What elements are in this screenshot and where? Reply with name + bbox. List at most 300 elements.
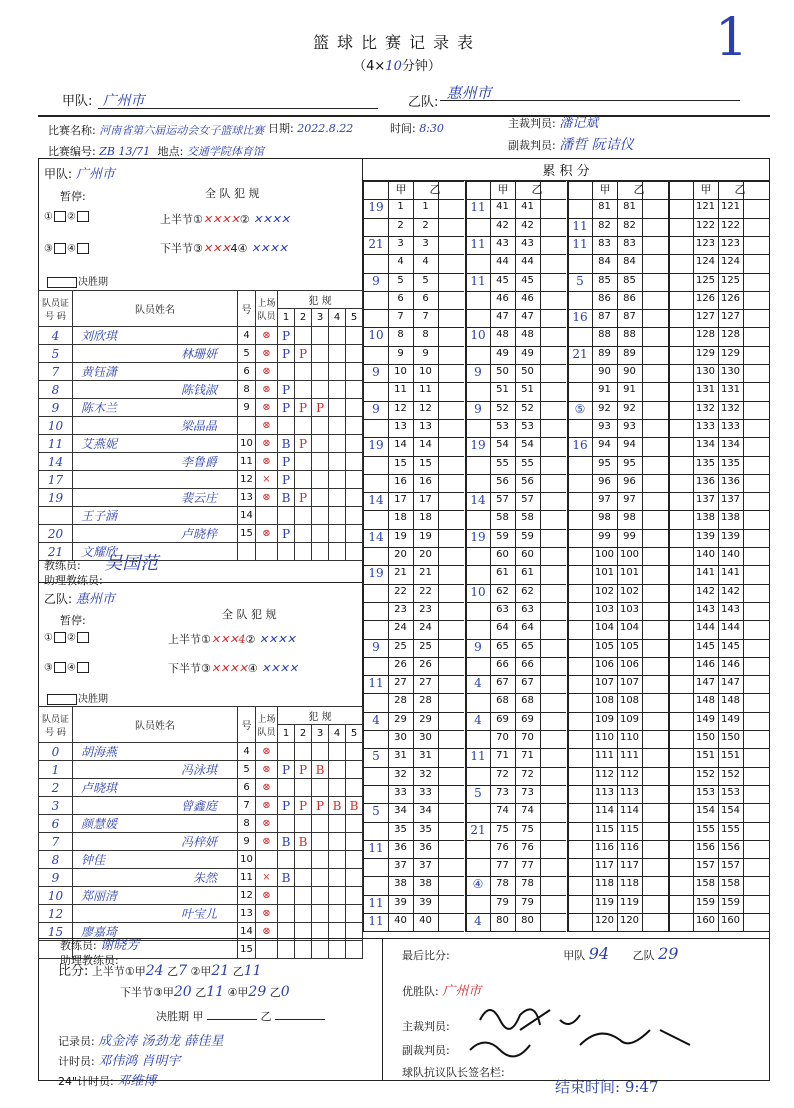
player-number: 12 [238,887,256,905]
score-number: 157 [720,860,741,872]
score-number: 64 [521,622,534,634]
player-foul-2 [295,417,312,435]
score-number: 117 [594,860,615,872]
player-number [238,417,256,435]
player-foul-2 [295,525,312,543]
score-number: 49 [521,347,534,359]
score-number: 42 [521,219,534,231]
player-foul-4 [329,399,346,417]
player-number: 12 [238,471,256,489]
score-number: 154 [695,805,716,817]
score-number: 36 [419,841,432,853]
score-number: 147 [695,677,716,689]
score-number: 133 [695,420,716,432]
score-number: 151 [720,750,741,762]
score-number: 56 [496,475,509,487]
score-number: 50 [496,366,509,377]
player-starter: ⊗ [256,887,278,905]
score-number: 128 [720,329,741,341]
player-foul-5 [346,905,363,923]
scorer-number: 9 [474,365,482,379]
player-starter [256,941,278,959]
player-id: 4 [39,327,73,345]
score-number: 113 [619,786,640,798]
player-foul-3 [312,471,329,489]
scorer-number: 10 [368,328,384,343]
player-foul-4 [329,869,346,887]
score-number: 69 [521,713,534,725]
player-foul-5 [346,489,363,507]
timer: 计时员: 邓伟鸿 肖明宇 [58,1054,181,1069]
score-number: 93 [598,420,611,432]
score-header: 累 积 分 [542,164,590,179]
match-number: 比赛编号: ZB 13/71 地点: 交通学院体育馆 [48,145,264,158]
score-number: 154 [720,805,741,817]
player-foul-1: P [278,399,295,417]
score-number: 98 [623,512,636,524]
score-number: 97 [623,494,636,506]
team-a-header: 甲队: 广州市 [62,93,145,109]
player-foul-4 [329,507,346,525]
player-id: 9 [39,869,73,887]
player-number: 10 [238,851,256,869]
score-number: 152 [695,768,716,780]
scorer-number: ④ [472,877,484,892]
foul-number-5: 5 [346,725,363,743]
team-a-coach: 教练员: 吴国范 [44,553,159,574]
player-foul-5 [346,851,363,869]
score-number: 145 [695,640,716,652]
player-foul-3 [312,417,329,435]
player-foul-2: P [295,345,312,363]
score-number: 11 [394,384,407,396]
player-id: 17 [39,471,73,489]
player-name: 黄钰潇 [73,363,238,381]
player-foul-4 [329,327,346,345]
player-foul-2: B [295,833,312,851]
col-no: 号 [238,707,256,743]
score-number: 22 [394,585,407,597]
player-foul-3 [312,905,329,923]
player-name: 冯梓妍 [73,833,238,851]
score-number: 133 [720,420,741,432]
score-number: 61 [496,567,509,579]
score-number: 28 [394,695,407,707]
score-number: 119 [594,896,615,908]
score-number: 54 [496,439,509,451]
score-number: 123 [695,237,716,249]
score-number: 35 [419,823,432,835]
player-foul-3: B [312,761,329,779]
player-starter: ⊗ [256,797,278,815]
score-number: 30 [394,732,407,743]
col-name: 队员姓名 [73,291,238,327]
score-number: 114 [594,805,615,817]
player-foul-3 [312,453,329,471]
player-foul-3 [312,833,329,851]
player-foul-3 [312,941,329,959]
team-b-timeout-boxes: ① ② [44,632,90,644]
player-foul-4 [329,363,346,381]
player-number: 10 [238,435,256,453]
player-foul-5 [346,327,363,345]
match-time: 时间: 8:30 [390,122,444,135]
player-foul-5 [346,381,363,399]
score-number: 27 [419,677,432,689]
score-number: 88 [598,329,611,341]
player-starter: ⊗ [256,923,278,941]
player-row [39,435,363,453]
score-number: 122 [695,219,716,231]
score-number: 82 [598,219,611,231]
player-foul-1: B [278,489,295,507]
team-b-first-half-fouls: 上半节①✕✕✕4② ✕✕✕✕ [168,633,296,646]
player-foul-3 [312,869,329,887]
player-starter: ⊗ [256,417,278,435]
player-foul-2 [295,779,312,797]
player-number: 4 [238,743,256,761]
score-number: 43 [521,237,534,249]
player-starter: ⊗ [256,363,278,381]
score-number: 159 [720,896,741,908]
player-foul-5 [346,453,363,471]
player-foul-3 [312,815,329,833]
score-number: 24 [419,622,432,634]
foul-number-3: 3 [312,725,329,743]
player-name: 廖嘉琦 [73,923,238,941]
score-number: 122 [720,219,741,231]
score-number: 110 [594,732,615,743]
player-id: 8 [39,851,73,869]
player-starter: ⊗ [256,761,278,779]
score-col-b-header: 乙 [531,183,543,196]
score-number: 157 [695,860,716,872]
player-foul-5 [346,345,363,363]
player-foul-1 [278,507,295,525]
score-number: 14 [419,439,432,451]
score-number: 146 [720,658,741,670]
score-number: 95 [598,457,611,469]
score-number: 11 [419,384,432,396]
score-number: 132 [695,402,716,414]
score-col-b-header: 乙 [429,183,441,196]
player-name: 艾燕妮 [73,435,238,453]
score-number: 124 [720,256,741,268]
scorer-number: 19 [470,438,486,453]
scorer-number: 5 [372,804,380,819]
score-number: 86 [598,292,611,304]
match-date: 日期: 2022.8.22 [268,122,354,135]
team-b-roster-table [38,706,363,959]
chief-signature: 主裁判员: [402,1020,450,1033]
player-foul-5 [346,417,363,435]
form-title: 篮球比赛记录表 [312,33,481,52]
player-foul-4 [329,345,346,363]
scorer-number: 21 [470,822,486,837]
score-number: 35 [394,823,407,835]
player-foul-5 [346,435,363,453]
score-number: 13 [419,420,432,432]
player-foul-1: P [278,471,295,489]
score-number: 103 [594,603,615,615]
score-number: 77 [521,860,534,872]
score-number: 101 [619,567,640,579]
score-number: 85 [623,274,636,286]
scorer-number: 19 [470,529,486,544]
player-id: 5 [39,345,73,363]
score-number: 140 [695,549,716,560]
score-number: 67 [496,677,509,689]
score-number: 127 [695,311,716,323]
score-number: 12 [394,402,407,414]
foul-number-3: 3 [312,309,329,327]
score-number: 102 [594,585,615,597]
score-number: 47 [496,311,509,323]
player-id [39,507,73,525]
score-number: 62 [521,585,534,597]
score-number: 75 [496,823,509,835]
player-foul-1: P [278,797,295,815]
form-subtitle: （4×10分钟） [353,59,441,74]
score-number: 158 [720,878,741,890]
player-number: 14 [238,507,256,525]
score-number: 57 [521,494,534,506]
col-fouls: 犯 规 [278,707,363,725]
score-number: 74 [496,805,509,817]
scorer-number: 9 [474,401,482,416]
player-number: 13 [238,905,256,923]
player-row [39,525,363,543]
player-starter: ⊗ [256,779,278,797]
score-number: 8 [397,329,404,341]
score-number: 9 [397,347,404,359]
score-number: 18 [394,512,407,524]
score-number: 129 [720,347,741,359]
score-number: 101 [594,567,615,579]
score-number: 134 [720,439,741,451]
score-number: 102 [619,585,640,597]
player-id: 20 [39,525,73,543]
score-number: 80 [521,915,534,926]
scorer-number: 11 [368,914,384,928]
player-foul-1 [278,417,295,435]
player-number: 13 [238,489,256,507]
score-number: 34 [419,805,432,817]
player-id: 10 [39,417,73,435]
score-number: 77 [496,860,509,872]
team-a-roster-table [38,290,363,561]
player-row [39,363,363,381]
scorer-number: 11 [572,236,588,251]
score-number: 99 [623,530,636,542]
scorer-number: 16 [572,438,588,453]
scorer-number: 11 [470,273,486,288]
score-number: 41 [496,201,509,213]
score-number: 1 [397,201,404,213]
score-number: 107 [619,677,640,689]
player-foul-1: P [278,381,295,399]
player-id: 21 [39,543,73,561]
score-number: 50 [521,366,534,377]
foul-number-1: 1 [278,309,295,327]
player-foul-2: P [295,489,312,507]
player-foul-1 [278,851,295,869]
score-number: 7 [422,311,429,323]
scorer-number: 19 [368,200,384,215]
score-number: 55 [496,457,509,469]
score-number: 138 [720,512,741,524]
score-number: 156 [695,841,716,853]
score-number: 41 [521,201,534,213]
score-number: 31 [394,750,407,762]
player-foul-4 [329,381,346,399]
score-number: 99 [598,530,611,542]
score-number: 16 [419,475,432,487]
player-foul-3 [312,507,329,525]
player-foul-3 [312,381,329,399]
col-no: 号 [238,291,256,327]
score-number: 71 [496,750,509,762]
player-foul-3 [312,489,329,507]
score-number: 45 [521,274,534,286]
score-number: 79 [521,896,534,908]
score-number: 88 [623,329,636,341]
team-b-header: 乙队: 惠州市 [408,84,492,110]
score-number: 87 [598,311,611,323]
team-b-fouls-label: 全 队 犯 规 [222,608,277,621]
player-number: 14 [238,923,256,941]
player-foul-1 [278,941,295,959]
score-number: 10 [394,366,407,377]
player-name: 李鲁爵 [73,453,238,471]
score-number: 72 [496,768,509,780]
score-number: 33 [394,786,407,798]
player-row [39,345,363,363]
player-foul-5 [346,363,363,381]
score-number: 149 [695,713,716,725]
score-number: 44 [496,256,509,268]
player-foul-5 [346,743,363,761]
score-number: 141 [720,567,741,579]
player-foul-1 [278,779,295,797]
scorer-number: 16 [572,310,588,325]
score-number: 36 [394,841,407,853]
scorer-number: 11 [470,200,486,215]
score-number: 61 [521,567,534,579]
score-number: 137 [720,494,741,506]
score-number: 94 [598,439,611,451]
score-number: 112 [619,768,640,780]
player-name: 林珊妍 [73,345,238,363]
player-starter [256,507,278,525]
player-foul-2 [295,851,312,869]
team-a-timeout-boxes: ① ② [44,211,90,223]
score-number: 59 [521,530,534,542]
player-name: 胡海燕 [73,743,238,761]
score-number: 103 [619,603,640,615]
player-foul-1 [278,543,295,561]
player-foul-4 [329,417,346,435]
player-name: 陈木兰 [73,399,238,417]
player-foul-4 [329,815,346,833]
team-b-second-half-fouls: 下半节③✕✕✕✕④ ✕✕✕✕ [168,662,298,675]
team-a-first-half-fouls: 上半节①✕✕✕✕② ✕✕✕✕ [160,213,290,226]
player-starter: ⊗ [256,905,278,923]
score-number: 134 [695,439,716,451]
player-foul-4 [329,779,346,797]
score-number: 125 [695,274,716,286]
score-number: 49 [496,347,509,359]
score-number: 136 [695,475,716,487]
score-number: 17 [419,494,432,506]
player-foul-3 [312,525,329,543]
score-summary-2: 下半节③甲20 乙11 ④甲29 乙0 [120,984,290,1000]
score-number: 70 [521,732,534,743]
player-name: 钟佳 [73,851,238,869]
score-number: 32 [394,768,407,780]
score-number: 34 [394,805,407,817]
player-number: 4 [238,327,256,345]
score-number: 23 [419,603,432,615]
score-number: 23 [394,603,407,615]
score-number: 84 [623,256,636,268]
scorer-number: 4 [474,712,482,727]
score-number: 38 [394,878,407,890]
score-number: 46 [496,292,509,304]
score-number: 66 [496,658,509,670]
score-number: 118 [594,878,615,890]
player-number: 15 [238,525,256,543]
player-foul-2 [295,941,312,959]
player-foul-3 [312,327,329,345]
score-summary: 比分: 上半节①甲24 乙7 ②甲21 乙11 [58,963,262,979]
end-time: 结束时间: 9:47 [555,1078,659,1096]
player-foul-2: P [295,435,312,453]
player-foul-4 [329,887,346,905]
score-number: 76 [521,841,534,853]
player-row [39,453,363,471]
player-starter: ⊗ [256,399,278,417]
score-number: 82 [623,219,636,231]
score-number: 26 [394,658,407,670]
player-foul-2 [295,869,312,887]
player-number: 7 [238,797,256,815]
score-number: 159 [695,896,716,908]
score-number: 156 [720,841,741,853]
score-number: 129 [695,347,716,359]
score-number: 132 [720,402,741,414]
chief-referee: 主裁判员: 潘记斌 [508,116,599,131]
score-number: 37 [419,860,432,872]
foul-number-4: 4 [329,725,346,743]
player-row [39,869,363,887]
scorer-number: 5 [576,273,584,288]
scorer-number: 11 [368,676,384,691]
score-number: 150 [695,732,716,743]
score-number: 95 [623,457,636,469]
player-foul-2: P [295,399,312,417]
player-number: 6 [238,363,256,381]
score-number: 89 [623,347,636,359]
scorer-number: 9 [372,273,380,288]
player-foul-3 [312,779,329,797]
player-row [39,833,363,851]
score-number: 65 [496,640,509,652]
score-number: 107 [594,677,615,689]
player-foul-2 [295,327,312,345]
score-number: 5 [422,274,429,286]
score-number: 26 [419,658,432,670]
